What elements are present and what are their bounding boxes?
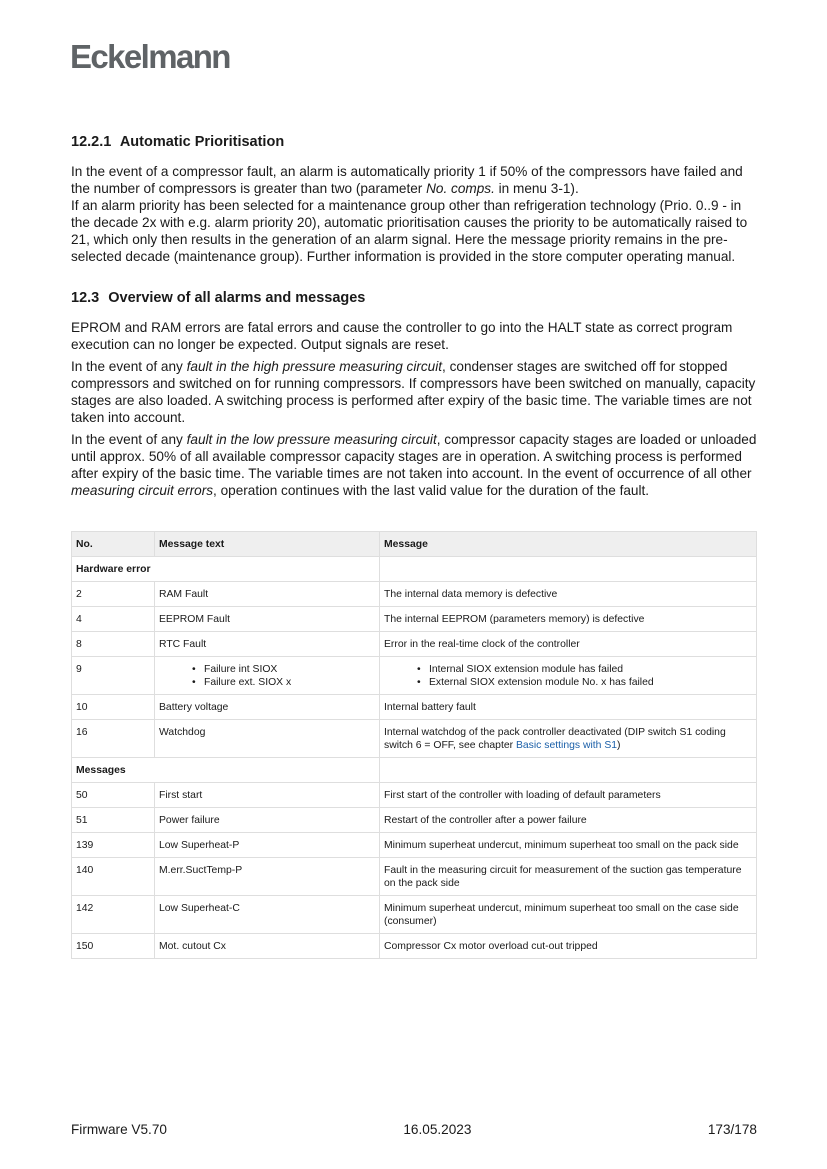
text: , condenser stages are switched off for stopped compressors and switched on for running compressors. If compressors have been switched on manually, capacity stages are also loaded. A switching process is performed after expiry of the basic time. The variable times are not taken into account.: [71, 359, 756, 425]
list-item: • Internal SIOX extension module has failed: [429, 663, 752, 676]
alarm-message: The internal EEPROM (parameters memory) is defective: [380, 607, 757, 632]
page-content: [71, 133, 757, 504]
alarm-message-text: RAM Fault: [155, 582, 380, 607]
alarm-message: Compressor Cx motor overload cut-out tripped: [380, 934, 757, 959]
text: in menu 3-1).: [494, 181, 579, 196]
page-number: 173/178: [707, 1122, 757, 1137]
group-row-messages: [72, 758, 757, 783]
table-row: [72, 632, 757, 657]
column-header-message: Message: [380, 532, 757, 557]
group-label: Hardware error: [72, 557, 380, 582]
section-title: Overview of all alarms and messages: [108, 290, 366, 306]
text: , operation continues with the last valid value for the duration of the fault.: [213, 483, 650, 498]
text: In the event of any: [71, 432, 187, 447]
paragraph: If an alarm priority has been selected for a maintenance group other than refrigeration technology (Prio. 0..9 - in the decade 2x with e.g. alarm priority 20), automatic prioritisation causes the priority to be automatically raised to 21, which only then results in the generation of an alarm signal. Here the message priority remains in the pre-selected decade (maintenance group). Further information is provided in the store computer operating manual.: [71, 198, 748, 264]
eckelmann-logo: Eckelmann: [70, 38, 230, 75]
alarm-message-text: M.err.SuctTemp-P: [155, 858, 380, 896]
text: In the event of a compressor fault, an alarm is automatically priority 1 if 50% of the compressors have failed and the number of compressors is greater than two (parameter: [71, 164, 743, 196]
alarm-number: 150: [72, 934, 155, 959]
alarm-message-text: Power failure: [155, 808, 380, 833]
section-number: 12.2.1: [71, 134, 112, 150]
bullet-list: [159, 663, 375, 689]
table-row: [72, 720, 757, 758]
empty-cell: [380, 758, 757, 783]
table-row: [72, 607, 757, 632]
alarm-message: Restart of the controller after a power failure: [380, 808, 757, 833]
alarm-number: 140: [72, 858, 155, 896]
section-number: 12.3: [71, 290, 100, 306]
list-item: • Failure ext. SIOX x: [204, 676, 375, 689]
alarm-message-text: Watchdog: [155, 720, 380, 758]
list-item: • External SIOX extension module No. x has failed: [429, 676, 752, 689]
list-item: • Failure int SIOX: [204, 663, 375, 676]
alarm-message-text: Low Superheat-P: [155, 833, 380, 858]
emphasis: fault in the low pressure measuring circuit: [186, 432, 437, 447]
alarm-message: Minimum superheat undercut, minimum superheat too small on the pack side: [380, 833, 757, 858]
alarm-message: Error in the real-time clock of the controller: [380, 632, 757, 657]
text: ): [617, 740, 621, 751]
bullet-list: [384, 663, 752, 689]
alarm-number: 142: [72, 896, 155, 934]
alarm-message-text: Mot. cutout Cx: [155, 934, 380, 959]
alarm-message-text: First start: [155, 783, 380, 808]
alarm-message: First start of the controller with loading of default parameters: [380, 783, 757, 808]
alarm-number: 8: [72, 632, 155, 657]
empty-cell: [380, 557, 757, 582]
firmware-version: Firmware V5.70: [71, 1122, 167, 1137]
paragraph: [71, 431, 757, 499]
paragraph: EPROM and RAM errors are fatal errors and cause the controller to go into the HALT state as correct program execution can no longer be expected. Output signals are reset.: [71, 320, 733, 352]
alarm-message: [380, 657, 757, 695]
parameter-name: No. comps.: [426, 181, 495, 196]
table-row: [72, 934, 757, 959]
section-automatic-prioritisation: [71, 133, 757, 265]
text: In the event of any: [71, 359, 187, 374]
alarm-number: 51: [72, 808, 155, 833]
alarm-number: 139: [72, 833, 155, 858]
column-header-no: No.: [72, 532, 155, 557]
page-footer: [71, 1122, 757, 1137]
alarm-message-text: Battery voltage: [155, 695, 380, 720]
table-header-row: [72, 532, 757, 557]
alarm-message-text: RTC Fault: [155, 632, 380, 657]
section-heading: [71, 133, 757, 151]
document-date: 16.05.2023: [403, 1122, 472, 1137]
basic-settings-link[interactable]: Basic settings with S1: [515, 740, 618, 751]
emphasis: measuring circuit errors: [71, 483, 214, 498]
paragraph: [71, 358, 757, 426]
group-label: Messages: [72, 758, 380, 783]
table-row: [72, 808, 757, 833]
table-row: [72, 783, 757, 808]
alarm-number: 4: [72, 607, 155, 632]
alarm-number: 2: [72, 582, 155, 607]
alarm-message-text: EEPROM Fault: [155, 607, 380, 632]
table-row: [72, 858, 757, 896]
alarm-message: Internal battery fault: [380, 695, 757, 720]
alarm-message: Minimum superheat undercut, minimum superheat too small on the case side (consumer): [380, 896, 757, 934]
table-row: [72, 657, 757, 695]
text: Internal watchdog of the pack controller deactivated (DIP switch S1 coding switch 6 = OFF, see chapter: [384, 727, 726, 751]
table-row: [72, 695, 757, 720]
alarm-message: The internal data memory is defective: [380, 582, 757, 607]
alarm-number: 9: [72, 657, 155, 695]
alarm-number: 10: [72, 695, 155, 720]
emphasis: fault in the high pressure measuring circuit: [186, 359, 443, 374]
paragraph: [71, 163, 757, 197]
column-header-message-text: Message text: [155, 532, 380, 557]
group-row-hardware-error: [72, 557, 757, 582]
alarm-message: [380, 720, 757, 758]
alarm-message-text: [155, 657, 380, 695]
section-overview-alarms: [71, 289, 757, 499]
text: , compressor capacity stages are loaded or unloaded until approx. 50% of all available compressor capacity stages are in operation. A switching process is performed after expiry of the basic time. The variable times are not taken into account. In the event of occurrence of all other: [71, 432, 757, 481]
table-row: [72, 833, 757, 858]
section-title: Automatic Prioritisation: [119, 134, 285, 150]
alarm-message: Fault in the measuring circuit for measurement of the suction gas temperature on the pack side: [380, 858, 757, 896]
alarm-number: 16: [72, 720, 155, 758]
section-heading: [71, 289, 757, 307]
alarm-number: 50: [72, 783, 155, 808]
alarms-table: [71, 531, 757, 959]
table-row: [72, 582, 757, 607]
table-row: [72, 896, 757, 934]
alarm-message-text: Low Superheat-C: [155, 896, 380, 934]
